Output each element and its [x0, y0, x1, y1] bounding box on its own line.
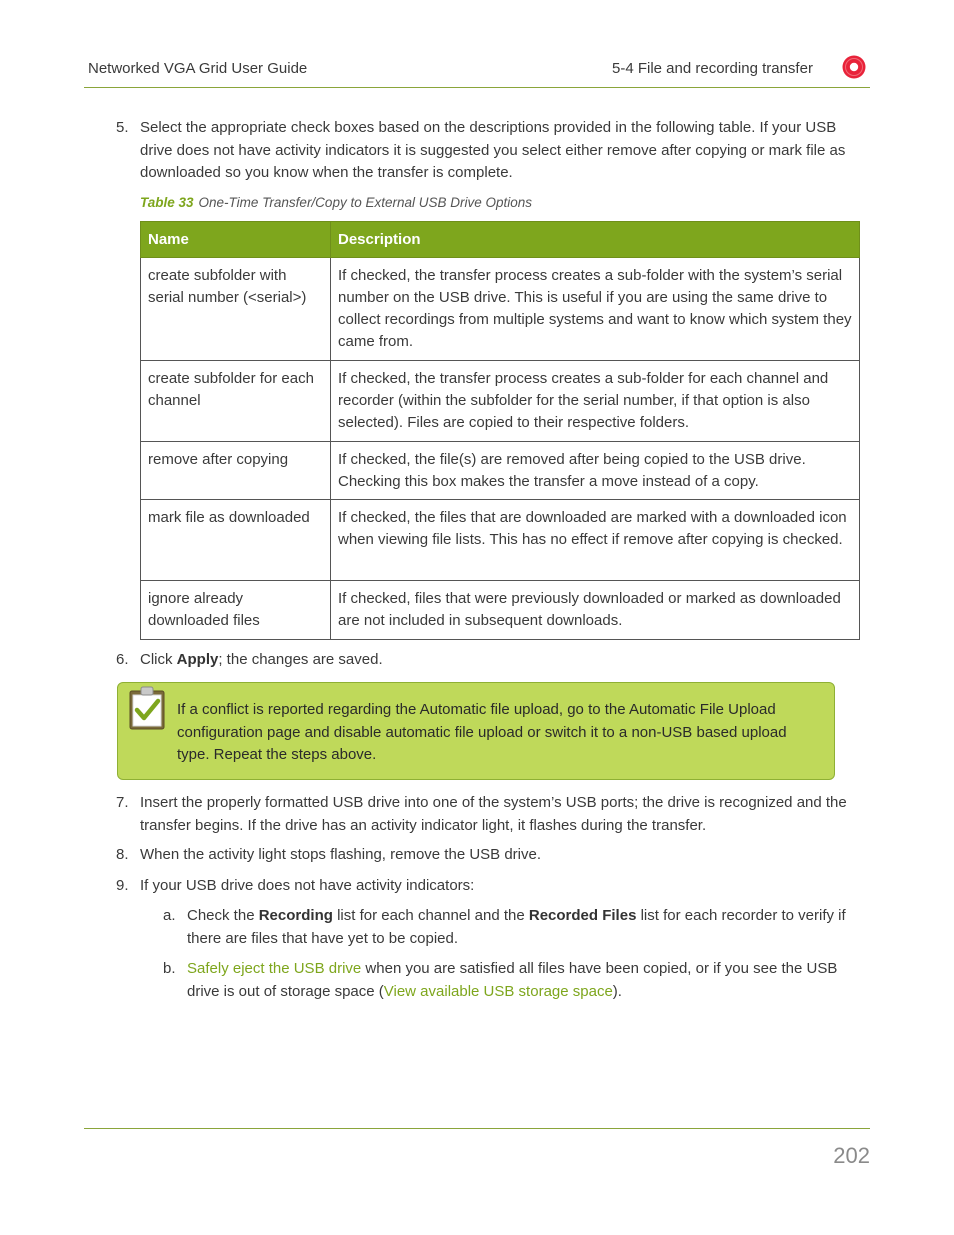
option-name: create subfolder for each channel	[141, 361, 331, 442]
step-number: 8.	[116, 846, 129, 863]
step-6	[116, 649, 866, 672]
substep-text	[187, 958, 868, 1003]
table-row	[141, 500, 860, 581]
step-text: When the activity light stops flashing, remove the USB drive.	[140, 846, 542, 863]
step-number: 9.	[116, 877, 129, 894]
record-icon	[842, 55, 866, 79]
option-name: create subfolder with serial number (<serial>)	[141, 258, 331, 361]
substep-text-part: list for each channel and the	[332, 907, 529, 924]
step-5	[116, 117, 866, 185]
option-name: remove after copying	[141, 442, 331, 500]
step-number: 7.	[116, 794, 129, 811]
step-text: Insert the properly formatted USB drive into one of the system’s USB ports; the drive is recognized and the transfer begins. If the drive has an activity indicator light, it flashes during the transfer.	[140, 794, 847, 834]
substep-letter: b.	[163, 960, 176, 977]
step-7	[116, 792, 866, 837]
substep-text-part: when you are satisfied all files have been copied, or if you see the USB drive is out of storage space (	[187, 960, 838, 1000]
column-header-name: Name	[141, 222, 331, 258]
step-8	[116, 844, 866, 867]
header-section-title: 5-4 File and recording transfer	[612, 60, 813, 77]
option-description: If checked, the transfer process creates a sub-folder for each channel and recorder (within the subfolder for the serial number, if that option is also selected). Files are copied to their respective folders.	[331, 361, 860, 442]
table-caption	[140, 195, 532, 210]
step-number: 5.	[116, 119, 129, 136]
substep-text-part: list for each recorder to verify if there are files that have yet to be copied.	[187, 907, 846, 947]
substep-text-part: ).	[612, 982, 622, 1000]
recorded-files-label: Recorded Files	[528, 907, 637, 924]
table-row	[141, 361, 860, 442]
option-description: If checked, the file(s) are removed after being copied to the USB drive. Checking this box makes the transfer a move instead of a copy.	[331, 442, 860, 500]
step-number: 6.	[116, 651, 129, 668]
safely-eject-link[interactable]: Safely eject the USB drive	[187, 960, 362, 977]
table-row	[141, 581, 860, 640]
option-description: If checked, files that were previously downloaded or marked as downloaded are not included in subsequent downloads.	[331, 581, 860, 640]
options-table	[140, 221, 860, 640]
view-usb-storage-link[interactable]: View available USB storage space	[383, 982, 613, 1000]
substep-text	[187, 905, 868, 950]
column-header-description: Description	[331, 222, 860, 258]
clipboard-check-icon	[128, 685, 166, 731]
table-caption-label: Table 33	[140, 195, 194, 210]
step-text: Select the appropriate check boxes based on the descriptions provided in the following table. If your USB drive does not have activity indicators it is suggested you select either remove after copying or mark file as downloaded so you know when the transfer is complete.	[140, 119, 846, 181]
step-text	[140, 649, 866, 672]
option-name: mark file as downloaded	[141, 500, 331, 581]
substep-text-part: Check the	[187, 907, 259, 924]
step-text-part: Click	[140, 651, 177, 668]
step-text-part: ; the changes are saved.	[218, 651, 383, 668]
step-9a	[163, 905, 868, 950]
option-name: ignore already downloaded files	[141, 581, 331, 640]
option-description: If checked, the files that are downloaded are marked with a downloaded icon when viewing file lists. This has no effect if remove after copying is checked.	[331, 500, 860, 581]
page-number: 202	[833, 1143, 870, 1168]
footer-rule	[84, 1128, 870, 1129]
header-rule	[84, 87, 870, 88]
header-doc-title: Networked VGA Grid User Guide	[88, 60, 308, 77]
option-description: If checked, the transfer process creates a sub-folder with the system’s serial number on the USB drive. This is useful if you are using the same drive to collect recordings from multiple systems and want to know which system they came from.	[331, 258, 860, 361]
apply-label: Apply	[176, 651, 219, 668]
step-9b	[163, 958, 868, 1003]
note-text: If a conflict is reported regarding the Automatic file upload, go to the Automatic File Upload configuration page and disable automatic file upload or switch it to a non-USB based upload type. Repeat the steps above.	[177, 701, 787, 763]
table-row	[141, 442, 860, 500]
note-box	[117, 682, 835, 780]
step-text: If your USB drive does not have activity indicators:	[140, 877, 475, 894]
table-header-row	[141, 222, 860, 258]
step-9	[116, 875, 866, 898]
table-row	[141, 258, 860, 361]
substep-letter: a.	[163, 907, 176, 924]
table-caption-text: One-Time Transfer/Copy to External USB Drive Options	[198, 195, 533, 210]
recording-label: Recording	[258, 907, 333, 924]
